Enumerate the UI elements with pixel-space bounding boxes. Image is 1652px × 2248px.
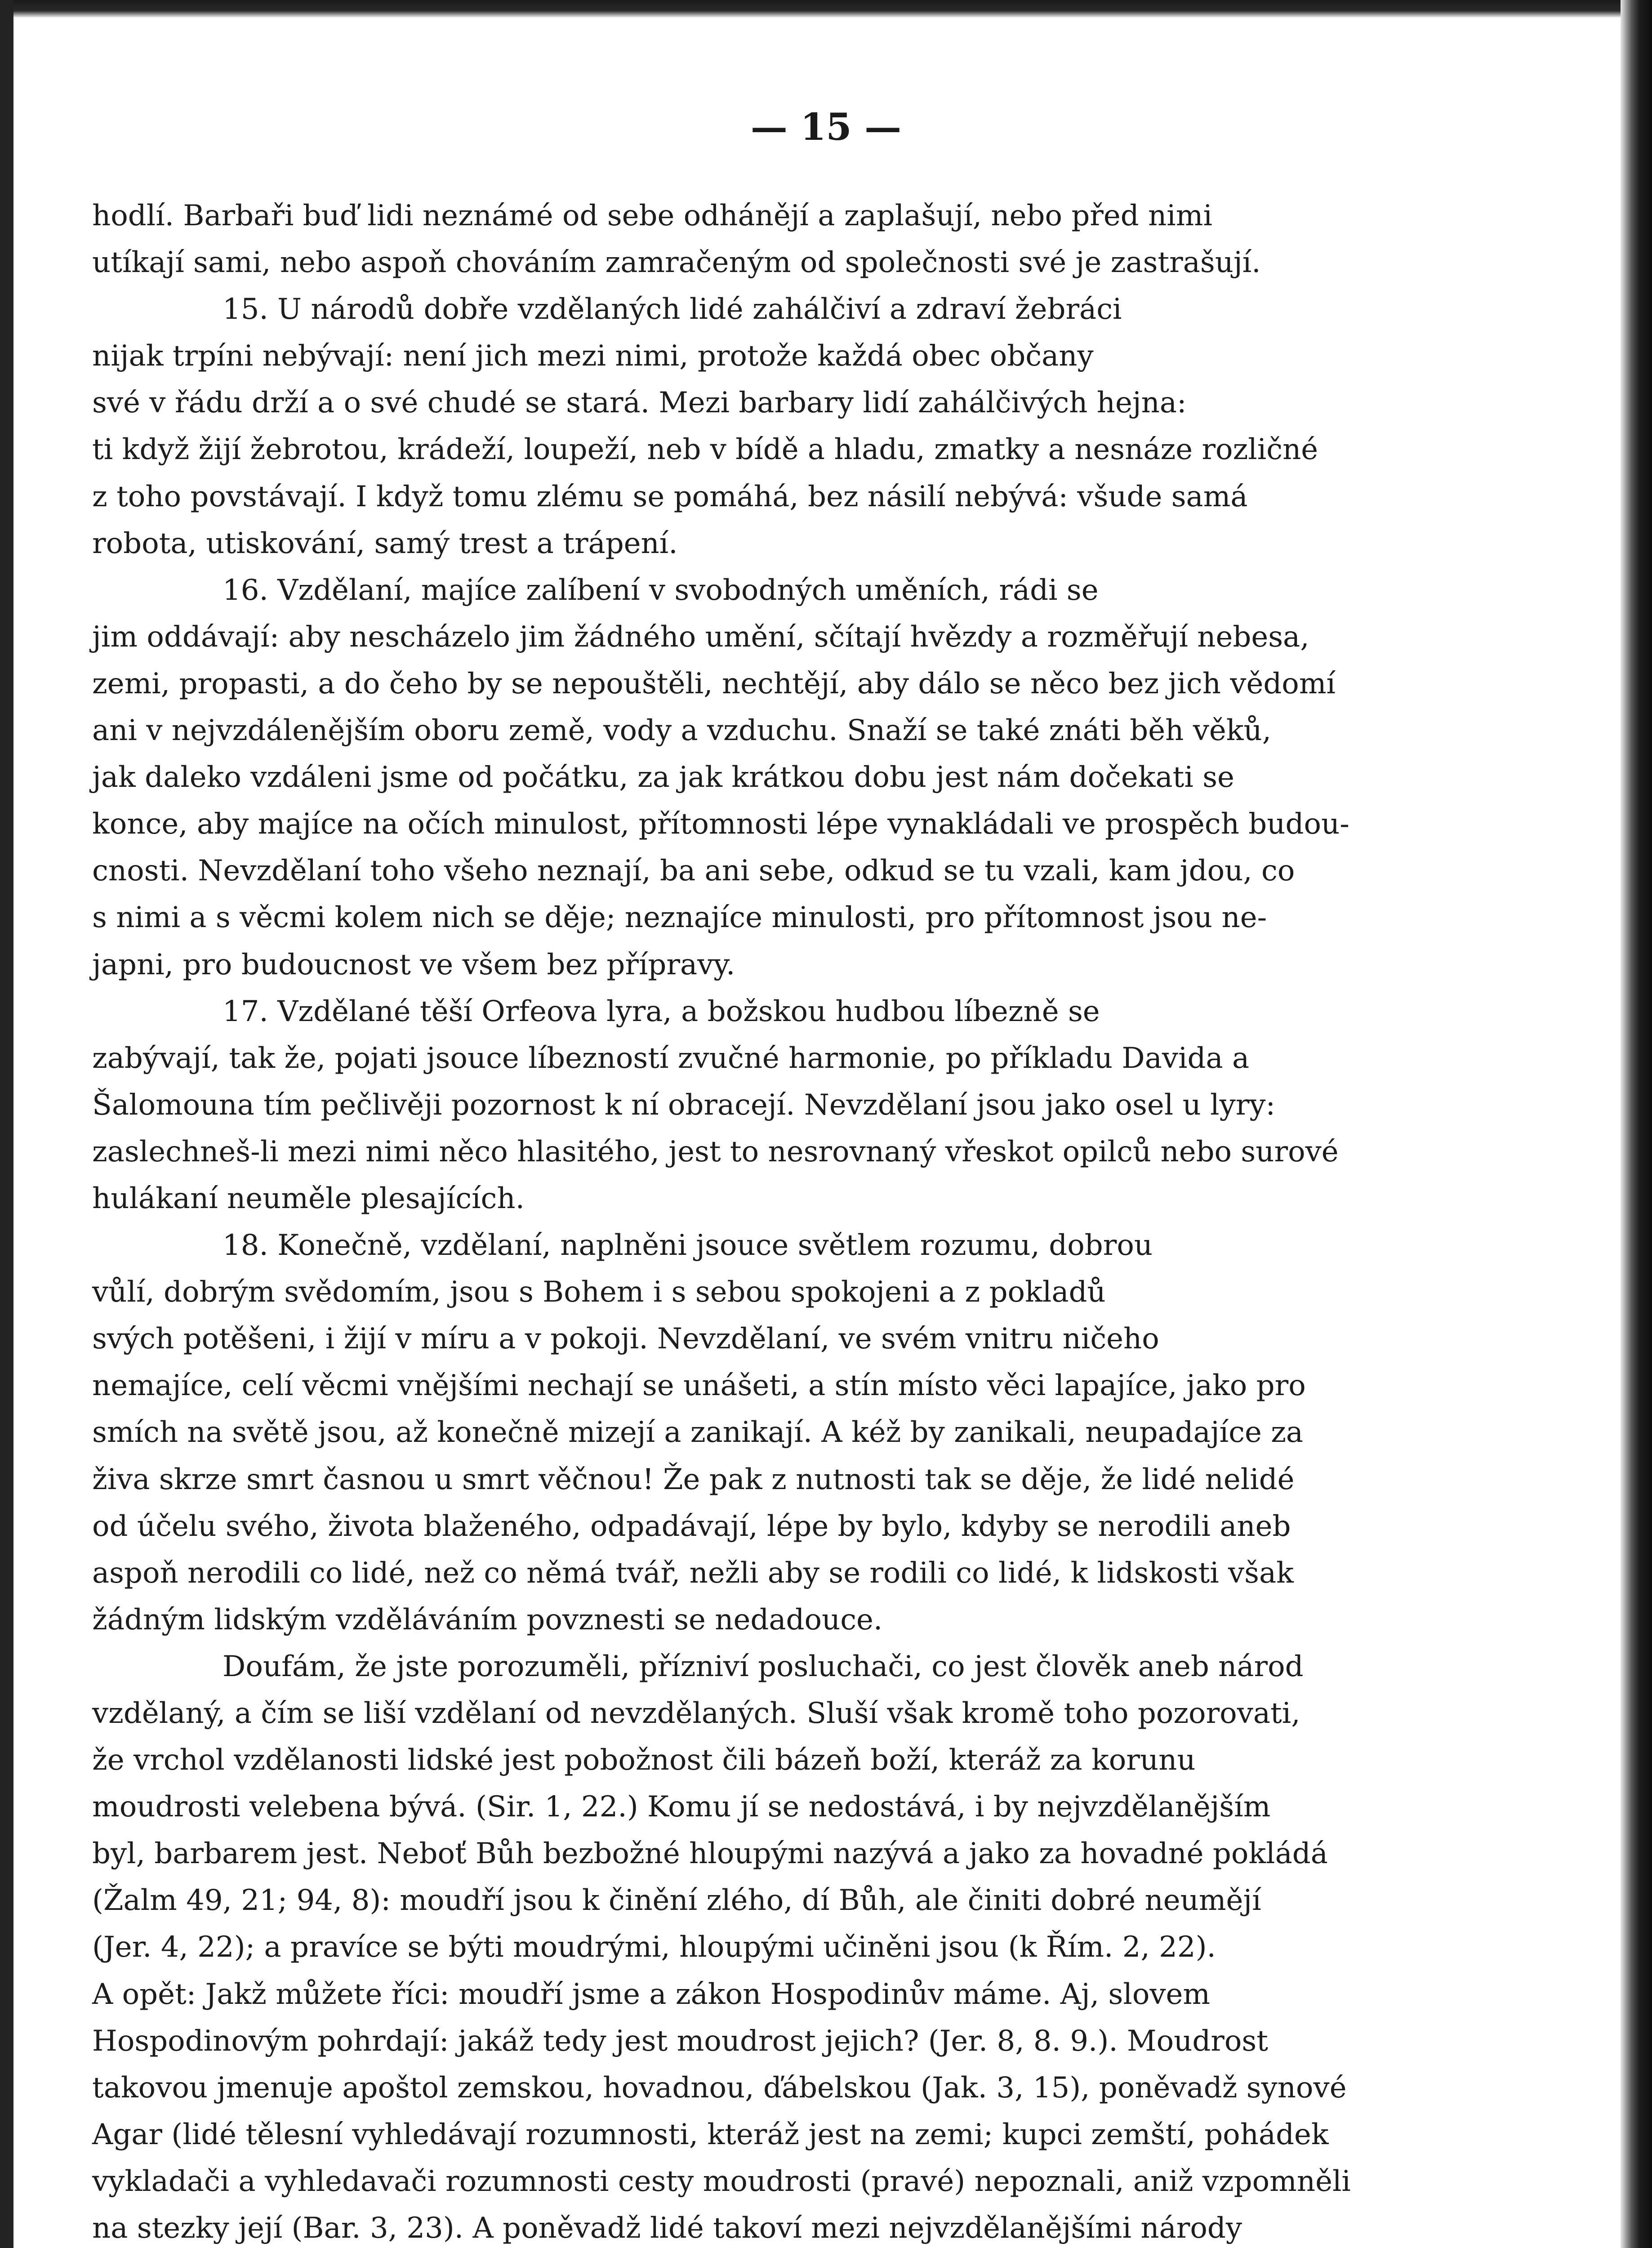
body-text <box>92 192 1474 2248</box>
text-line: utíkají sami, nebo aspoň chováním zamračeným od společnosti své je zastrašují. <box>92 246 1261 280</box>
text-line: japni, pro budoucnost ve všem bez přípravy. <box>92 948 735 981</box>
text-line: že vrchol vzdělanosti lidské jest pobožnost čili bázeň boží, kteráž za korunu <box>92 1744 1196 1777</box>
text-line: nemajíce, celí věcmi vnějšími nechají se unášeti, a stín místo věci lapajíce, jako pro <box>92 1369 1306 1403</box>
text-line: žádným lidským vzděláváním povznesti se nedadouce. <box>92 1603 883 1637</box>
text-line: Agar (lidé tělesní vyhledávají rozumnosti, kteráž jest na zemi; kupci zemští, pohádek <box>92 2118 1329 2151</box>
text-line: živa skrze smrt časnou u smrt věčnou! Že pak z nutnosti tak se děje, že lidé nelidé <box>92 1463 1295 1496</box>
text-line: své v řádu drží a o své chudé se stará. Mezi barbary lidí zahálčivých hejna: <box>92 386 1187 420</box>
text-line: smích na světě jsou, až konečně mizejí a zanikají. A kéž by zanikali, neupadajíce za <box>92 1416 1304 1450</box>
text-line: vykladači a vyhledavači rozumnosti cesty moudrosti (pravé) nepoznali, aniž vzpomněli <box>92 2164 1351 2198</box>
page-number: — 15 — <box>750 106 902 149</box>
text-line: (Jer. 4, 22); a pravíce se býti moudrými, hloupými učiněni jsou (k Řím. 2, 22). <box>92 1931 1216 1964</box>
text-line: zabývají, tak že, pojati jsouce líbezností zvučné harmonie, po příkladu Davida a <box>92 1041 1250 1075</box>
text-line: Šalomouna tím pečlivěji pozornost k ní obracejí. Nevzdělaní jsou jako osel u lyry: <box>92 1088 1276 1122</box>
text-line: hodlí. Barbaři buď lidi neznámé od sebe odhánějí a zaplašují, nebo před nimi <box>92 199 1212 232</box>
text-line: vzdělaný, a čím se liší vzdělaní od nevzdělaných. Sluší však kromě toho pozorovati, <box>92 1697 1300 1730</box>
text-line: ti když žijí žebrotou, krádeží, loupeží, neb v bídě a hladu, zmatky a nesnáze rozličné <box>92 433 1318 467</box>
text-line: cnosti. Nevzdělaní toho všeho neznají, ba ani sebe, odkud se tu vzali, kam jdou, co <box>92 854 1295 888</box>
text-line: jak daleko vzdáleni jsme od počátku, za jak krátkou dobu jest nám dočekati se <box>92 761 1234 794</box>
text-line: 17. Vzdělané těší Orfeova lyra, a božskou hudbou líbezně se <box>223 995 1100 1028</box>
text-line: ani v nejvzdálenějším oboru země, vody a vzduchu. Snaží se také znáti běh věků, <box>92 714 1272 748</box>
text-line: od účelu svého, života blaženého, odpadávají, lépe by bylo, kdyby se nerodili aneb <box>92 1509 1291 1543</box>
text-line: na stezky její (Bar. 3, 23). A poněvadž lidé takoví mezi nejvzdělanějšími národy <box>92 2212 1242 2245</box>
text-line: zaslechneš-li mezi nimi něco hlasitého, jest to nesrovnaný vřeskot opilců nebo surové <box>92 1135 1339 1169</box>
scan-border-top <box>0 0 1652 18</box>
text-line: vůlí, dobrým svědomím, jsou s Bohem i s sebou spokojeni a z pokladů <box>92 1276 1106 1309</box>
text-line: moudrosti velebena bývá. (Sir. 1, 22.) Komu jí se nedostává, i by nejvzdělanějším <box>92 1790 1271 1824</box>
text-line: A opět: Jakž můžete říci: moudří jsme a zákon Hospodinův máme. Aj, slovem <box>92 1977 1211 2011</box>
text-line: z toho povstávají. I když tomu zlému se pomáhá, bez násilí nebývá: všude samá <box>92 480 1248 513</box>
text-line: Hospodinovým pohrdají: jakáž tedy jest moudrost jejich? (Jer. 8, 8. 9.). Moudrost <box>92 2024 1268 2058</box>
text-line: s nimi a s věcmi kolem nich se děje; neznajíce minulosti, pro přítomnost jsou ne- <box>92 901 1267 935</box>
text-line: nijak trpíni nebývají: není jich mezi nimi, protože každá obec občany <box>92 339 1094 373</box>
text-line: robota, utiskování, samý trest a trápení. <box>92 526 678 560</box>
text-line: takovou jmenuje apoštol zemskou, hovadnou, ďábelskou (Jak. 3, 15), poněvadž synové <box>92 2071 1347 2105</box>
text-line: 16. Vzdělaní, majíce zalíbení v svobodných uměních, rádi se <box>223 573 1099 607</box>
text-line: hulákaní neuměle plesajících. <box>92 1182 525 1215</box>
text-line: zemi, propasti, a do čeho by se nepouštěli, nechtějí, aby dálo se něco bez jich vědomí <box>92 667 1336 700</box>
text-line: 15. U národů dobře vzdělaných lidé zahálčiví a zdraví žebráci <box>223 293 1122 326</box>
text-line: konce, aby majíce na očích minulost, přítomnosti lépe vynakládali ve prospěch budou- <box>92 807 1349 841</box>
scan-border-left <box>0 0 13 2248</box>
text-line: svých potěšeni, i žijí v míru a v pokoji. Nevzdělaní, ve svém vnitru ničeho <box>92 1322 1159 1356</box>
text-line: Doufám, že jste porozuměli, přízniví posluchači, co jest člověk aneb národ <box>223 1650 1304 1683</box>
text-line: (Žalm 49, 21; 94, 8): moudří jsou k činění zlého, dí Bůh, ale činiti dobré neumějí <box>92 1884 1261 1918</box>
text-line: aspoň nerodili co lidé, než co němá tvář, nežli aby se rodili co lidé, k lidskosti však <box>92 1556 1294 1590</box>
scan-border-right <box>1621 0 1652 2248</box>
text-line: byl, barbarem jest. Neboť Bůh bezbožné hloupými nazývá a jako za hovadné pokládá <box>92 1837 1328 1871</box>
text-line: 18. Konečně, vzdělaní, naplněni jsouce světlem rozumu, dobrou <box>223 1229 1153 1262</box>
text-line: jim oddávají: aby nescházelo jim žádného umění, sčítají hvězdy a rozměřují nebesa, <box>92 620 1309 654</box>
